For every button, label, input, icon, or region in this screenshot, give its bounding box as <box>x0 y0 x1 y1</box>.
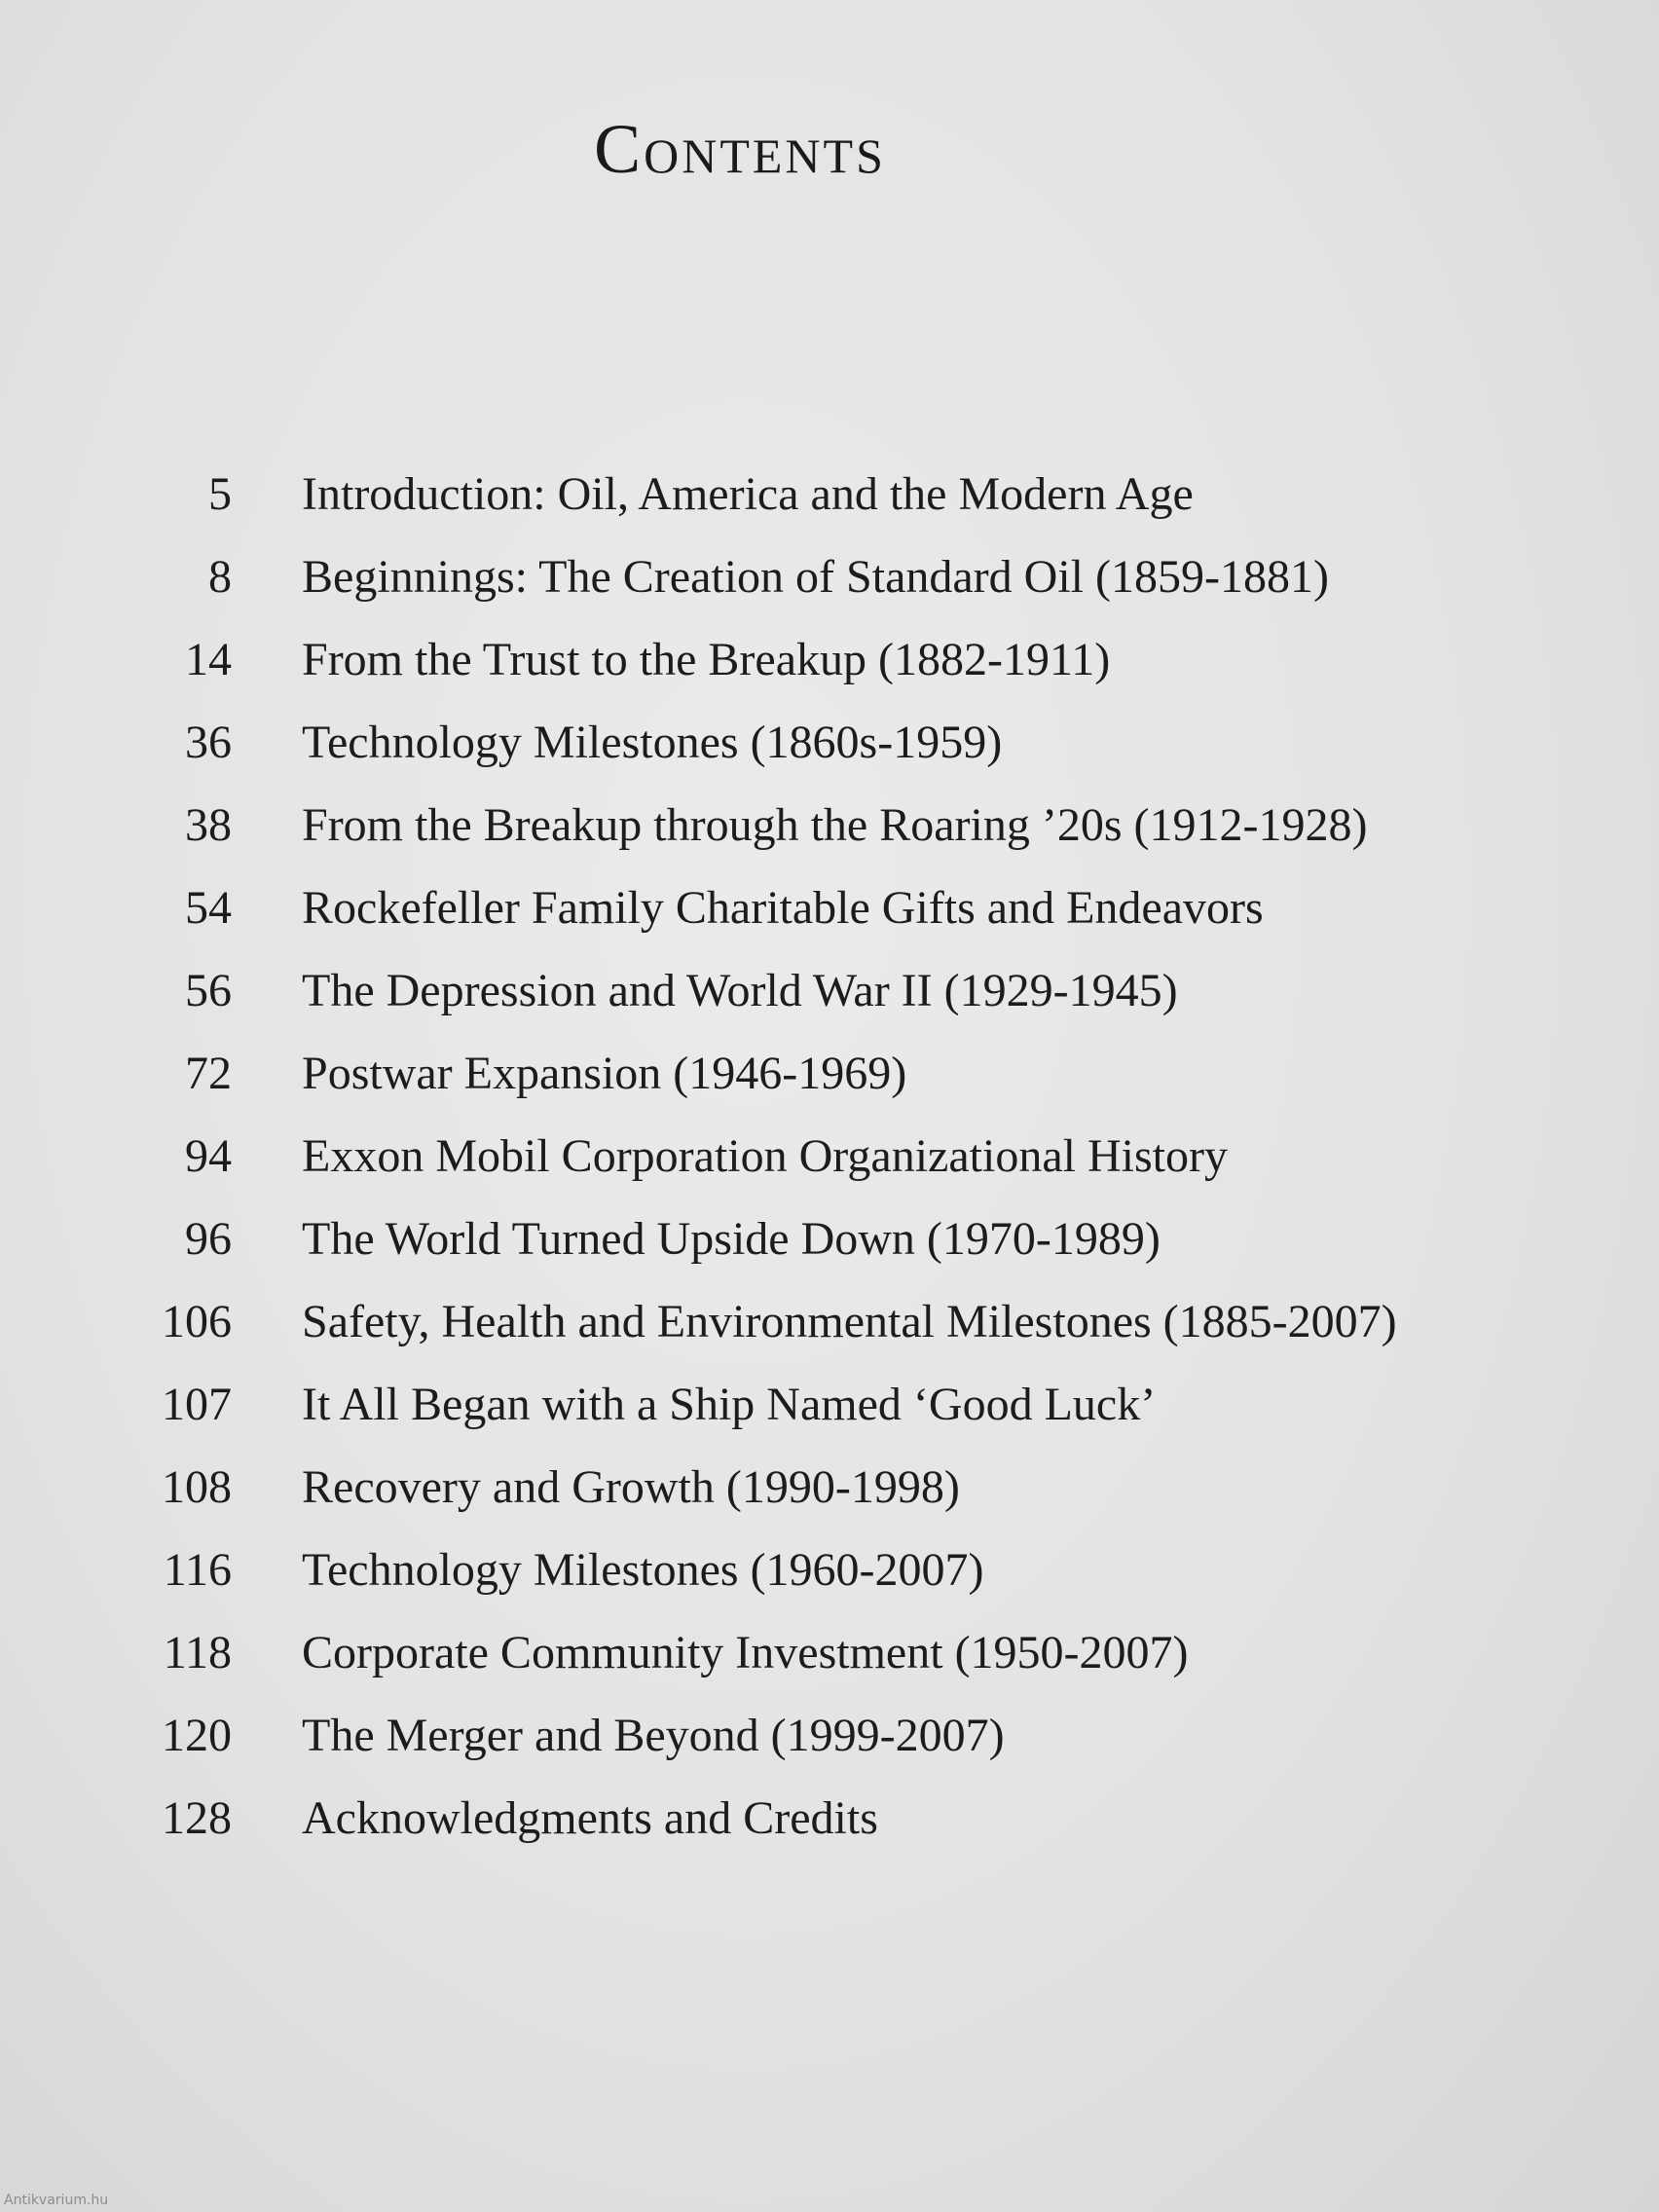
toc-page-number: 94 <box>185 1130 232 1182</box>
toc-entry-title: The Depression and World War II (1929-1945) <box>302 965 1178 1016</box>
toc-entry <box>0 871 1659 954</box>
toc-entry-title: The Merger and Beyond (1999-2007) <box>302 1710 1005 1761</box>
toc-entry <box>0 789 1659 871</box>
toc-entry <box>0 1037 1659 1120</box>
toc-entry-title: Beginnings: The Creation of Standard Oil (1859-1881) <box>302 551 1329 603</box>
toc-entry-title: Postwar Expansion (1946-1969) <box>302 1048 907 1099</box>
toc-entry-title: Corporate Community Investment (1950-2007) <box>302 1627 1189 1678</box>
toc-entry-title: Recovery and Growth (1990-1998) <box>302 1461 960 1513</box>
page-title: Contents <box>594 110 886 188</box>
toc-entry <box>0 1782 1659 1864</box>
toc-entry <box>0 623 1659 706</box>
toc-entry-title: Exxon Mobil Corporation Organizational History <box>302 1130 1228 1182</box>
toc-page-number: 56 <box>185 965 232 1016</box>
toc-page-number: 38 <box>185 799 232 851</box>
toc-entry <box>0 1699 1659 1782</box>
toc-page-number: 54 <box>185 882 232 934</box>
toc-page-number: 107 <box>162 1379 232 1430</box>
toc-entry-title: Introduction: Oil, America and the Modern Age <box>302 468 1194 520</box>
toc-page-number: 116 <box>163 1544 232 1596</box>
toc-page-number: 72 <box>185 1048 232 1099</box>
toc-entry-title: Safety, Health and Environmental Milestones (1885-2007) <box>302 1296 1397 1347</box>
toc-entry <box>0 1451 1659 1533</box>
toc-page-number: 120 <box>162 1710 232 1761</box>
toc-page-number: 14 <box>185 634 232 685</box>
toc-entry <box>0 1202 1659 1285</box>
toc-page-number: 106 <box>162 1296 232 1347</box>
toc-page-number: 8 <box>208 551 232 603</box>
toc-entry <box>0 540 1659 623</box>
toc-entry-title: Technology Milestones (1960-2007) <box>302 1544 984 1596</box>
toc-entry <box>0 1285 1659 1368</box>
toc-entry <box>0 706 1659 789</box>
toc-page-number: 5 <box>208 468 232 520</box>
watermark: Antikvarium.hu <box>4 2193 109 2208</box>
toc-page-number: 36 <box>185 717 232 768</box>
table-of-contents <box>0 458 1659 1864</box>
toc-entry-title: From the Trust to the Breakup (1882-1911) <box>302 634 1111 685</box>
toc-entry-title: The World Turned Upside Down (1970-1989) <box>302 1213 1161 1265</box>
toc-entry <box>0 1120 1659 1202</box>
toc-page-number: 118 <box>163 1627 232 1678</box>
toc-page-number: 128 <box>162 1792 232 1844</box>
toc-entry <box>0 1368 1659 1451</box>
toc-entry-title: Acknowledgments and Credits <box>302 1792 878 1844</box>
toc-page-number: 108 <box>162 1461 232 1513</box>
toc-entry-title: Rockefeller Family Charitable Gifts and Endeavors <box>302 882 1264 934</box>
toc-entry <box>0 1616 1659 1699</box>
toc-page-number: 96 <box>185 1213 232 1265</box>
toc-entry <box>0 954 1659 1037</box>
toc-entry-title: It All Began with a Ship Named ‘Good Luck’ <box>302 1379 1157 1430</box>
toc-entry-title: Technology Milestones (1860s-1959) <box>302 717 1003 768</box>
toc-entry <box>0 1533 1659 1616</box>
toc-entry-title: From the Breakup through the Roaring ’20s (1912-1928) <box>302 799 1368 851</box>
toc-entry <box>0 458 1659 540</box>
